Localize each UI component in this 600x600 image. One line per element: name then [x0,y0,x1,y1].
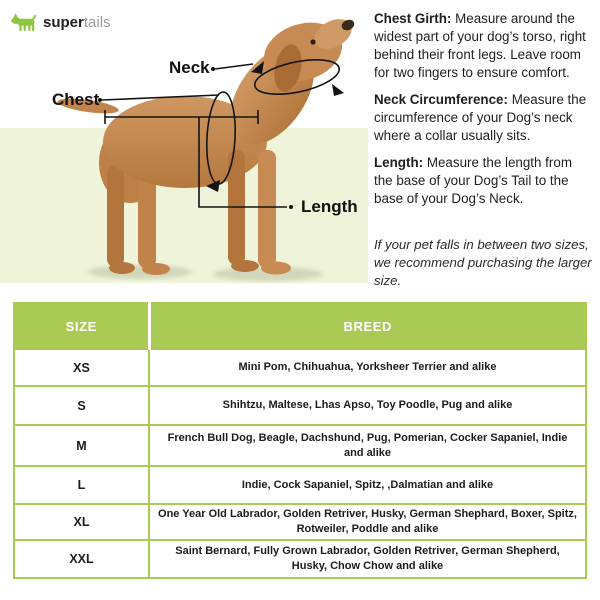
size-cell: S [14,386,149,425]
breed-column-header: BREED [149,303,586,349]
neck-pointer-line [215,64,253,69]
chest-arrowhead [206,180,220,192]
instruction-body: Measure around the widest part of your dog’s torso, right behind their front legs. Leave room for two fingers to ensure comfort. [374,11,586,80]
table-row-m [14,425,586,466]
breed-cell: Shihtzu, Maltese, Lhas Apso, Toy Poodle, Pug and alike [149,386,586,425]
breed-cell: One Year Old Labrador, Golden Retriver, Husky, German Shephard, Boxer, Spitz, Rotweiler, Poddle and alike [149,504,586,540]
table-row-xl [14,504,586,540]
instruction-title: Neck Circumference: [374,92,508,107]
size-cell: XL [14,504,149,540]
length-pointer-line [199,117,287,207]
size-column-header: SIZE [14,303,149,349]
size-cell: M [14,425,149,466]
table-row-l [14,466,586,504]
chest-girth-arrow [205,91,238,184]
breed-cell: Mini Pom, Chihuahua, Yorksheer Terrier and alike [149,349,586,386]
instruction-neck-circumference [374,91,593,145]
size-cell: L [14,466,149,504]
instruction-chest-girth [374,10,593,82]
breed-cell: French Bull Dog, Beagle, Dachshund, Pug, Pomerian, Cocker Sapaniel, Indie and alike [149,425,586,466]
neck-arrowhead [251,61,264,74]
table-header-row [14,303,586,349]
measurement-instructions [374,10,593,299]
neck-pointer-dot [211,67,215,71]
neck-girth-arrow [252,53,342,100]
size-cell: XS [14,349,149,386]
brand-tails: tails [83,14,111,31]
instruction-body: Measure the length from the base of your Dog’s Tail to the base of your Dog’s Neck. [374,155,572,206]
chest-pointer-line [102,95,219,100]
instruction-length [374,154,593,208]
instruction-body: Measure the circumference of your Dog’s neck where a collar usually sits. [374,92,587,143]
table-row-s [14,386,586,425]
brand-super: super [43,14,84,31]
measurement-annotations [0,0,380,290]
length-label: Length [301,197,358,216]
instruction-title: Chest Girth: [374,11,452,26]
size-cell: XXL [14,540,149,578]
table-row-xxl [14,540,586,578]
breed-cell: Saint Bernard, Fully Grown Labrador, Golden Retriver, German Shepherd, Husky, Chow Chow and alike [149,540,586,578]
neck-arrowhead [332,84,344,96]
table-row-xs [14,349,586,386]
breed-cell: Indie, Cock Sapaniel, Spitz, ,Dalmatian and alike [149,466,586,504]
size-breed-table [13,302,587,579]
neck-label: Neck [169,58,210,77]
sizing-note: If your pet falls in between two sizes, we recommend purchasing the larger size. [374,237,592,288]
chest-label: Chest [52,90,100,109]
length-pointer-dot [289,205,293,209]
instruction-title: Length: [374,155,424,170]
